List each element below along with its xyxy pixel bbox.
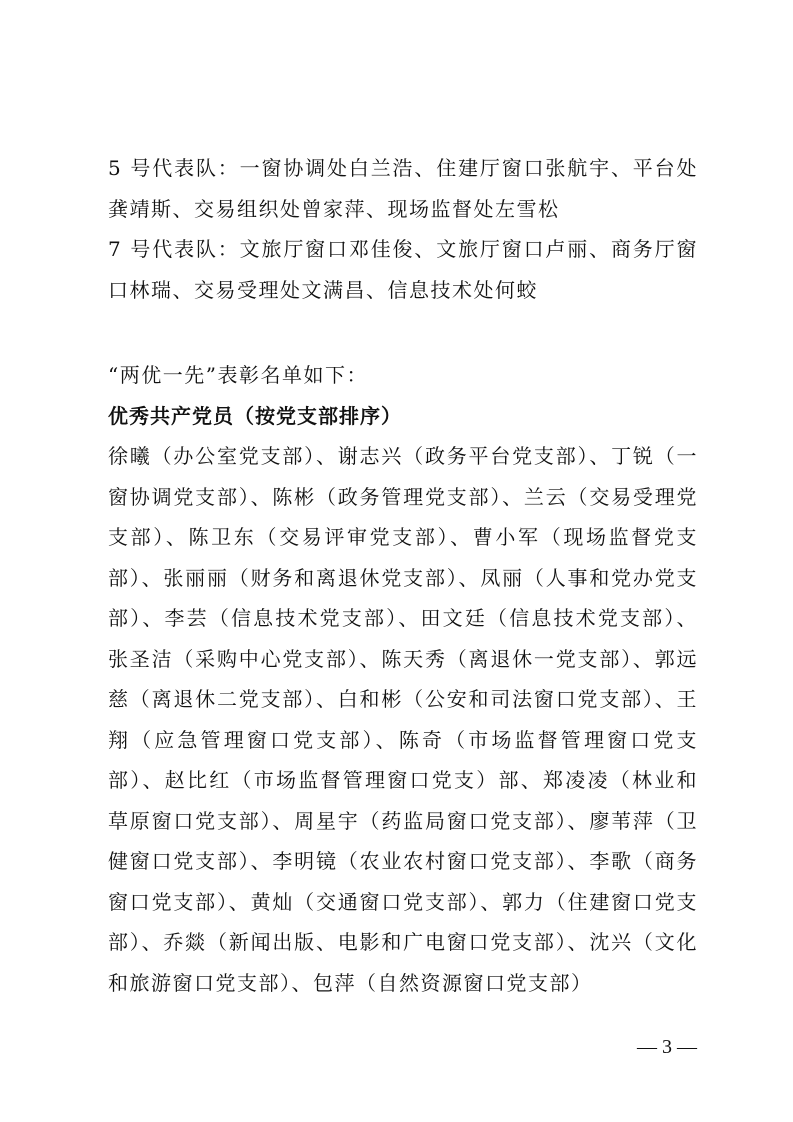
commendation-intro: “两优一先”表彰名单如下： xyxy=(108,363,368,387)
team-entry-7: 7 号代表队：文旅厅窗口邓佳俊、文旅厅窗口卢丽、商务厅窗口林瑞、交易受理处文满昌、信息技术处何蛟 xyxy=(108,237,698,302)
team-list xyxy=(108,148,698,310)
page-number: — 3 — xyxy=(637,1036,697,1058)
honoree-list: 徐曦（办公室党支部）、谢志兴（政务平台党支部）、丁锐（一窗协调党支部）、陈彬（政务管理党支部）、兰云（交易受理党支部）、陈卫东（交易评审党支部）、曹小军（现场监督党支部）、张丽丽（财务和离退休党支部）、凤丽（人事和党办党支部）、李芸（信息技术党支部）、田文廷（信息技术党支部）、张圣洁（采购中心党支部）、陈天秀（离退休一党支部）、郭远慈（离退休二党支部）、白和彬（公安和司法窗口党支部）、王翔（应急管理窗口党支部）、陈奇（市场监督管理窗口党支部）、赵比红（市场监督管理窗口党支）部、郑凌凌（林业和草原窗口党支部）、周星宇（药监局窗口党支部）、廖苇萍（卫健窗口党支部）、李明镜（农业农村窗口党支部）、李歌（商务窗口党支部）、黄灿（交通窗口党支部）、郭力（住建窗口党支部）、乔燚（新闻出版、电影和广电窗口党支部）、沈兴（文化和旅游窗口党支部）、包萍（自然资源窗口党支部） xyxy=(108,444,698,995)
team-entry-5: 5 号代表队：一窗协调处白兰浩、住建厅窗口张航宇、平台处龚靖斯、交易组织处曾家萍、现场监督处左雪松 xyxy=(108,156,698,221)
section-heading: 优秀共产党员（按党支部排序） xyxy=(108,404,402,428)
